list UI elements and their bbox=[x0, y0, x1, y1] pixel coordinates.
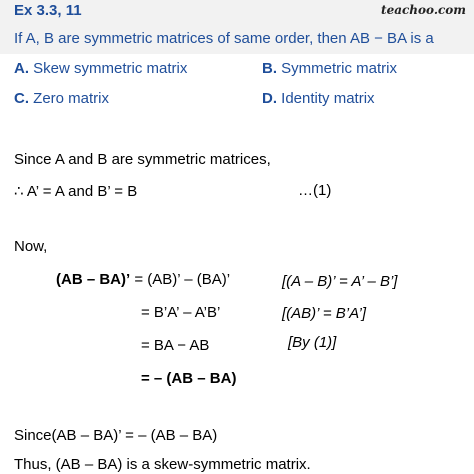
equation-line-1 bbox=[56, 271, 230, 288]
option-text: Identity matrix bbox=[281, 90, 375, 107]
option-text: Zero matrix bbox=[33, 90, 110, 107]
option-d[interactable] bbox=[262, 90, 375, 107]
solution-line-1: Since A and B are symmetric matrices, bbox=[14, 151, 271, 168]
equation-line-2: = B’A’ – A’B’ bbox=[141, 304, 221, 321]
option-letter: A. bbox=[14, 60, 29, 77]
note-transpose-difference: [(A – B)’ = A’ – B’] bbox=[282, 273, 398, 290]
equation-lhs: (AB – BA)’ bbox=[56, 271, 131, 288]
option-text: Skew symmetric matrix bbox=[33, 60, 188, 77]
option-text: Symmetric matrix bbox=[281, 60, 398, 77]
option-a[interactable] bbox=[14, 60, 187, 77]
equation-line-4: = – (AB – BA) bbox=[141, 370, 237, 387]
option-c[interactable] bbox=[14, 90, 109, 107]
equation-ref-1: …(1) bbox=[298, 182, 332, 199]
option-letter: D. bbox=[262, 90, 277, 107]
note-transpose-product: [(AB)’ = B’A’] bbox=[282, 305, 367, 322]
question-number: Ex 3.3, 11 bbox=[14, 2, 82, 19]
conclusion-line: Thus, (AB – BA) is a skew-symmetric matrix. bbox=[14, 456, 311, 473]
question-text: If A, B are symmetric matrices of same order, then AB − BA is a bbox=[14, 30, 434, 47]
option-b[interactable] bbox=[262, 60, 397, 77]
equation-rhs: = (AB)’ – (BA)’ bbox=[130, 271, 231, 288]
equation-line-3: = BA − AB bbox=[141, 337, 210, 354]
option-letter: C. bbox=[14, 90, 29, 107]
solution-line-2: ∴ A’ = A and B’ = B bbox=[14, 183, 138, 200]
option-letter: B. bbox=[262, 60, 277, 77]
now-label: Now, bbox=[14, 238, 48, 255]
teachoo-logo: teachoo.com bbox=[381, 3, 466, 17]
since-line: Since(AB – BA)’ = – (AB – BA) bbox=[14, 427, 218, 444]
note-by-1: [By (1)] bbox=[288, 334, 337, 351]
